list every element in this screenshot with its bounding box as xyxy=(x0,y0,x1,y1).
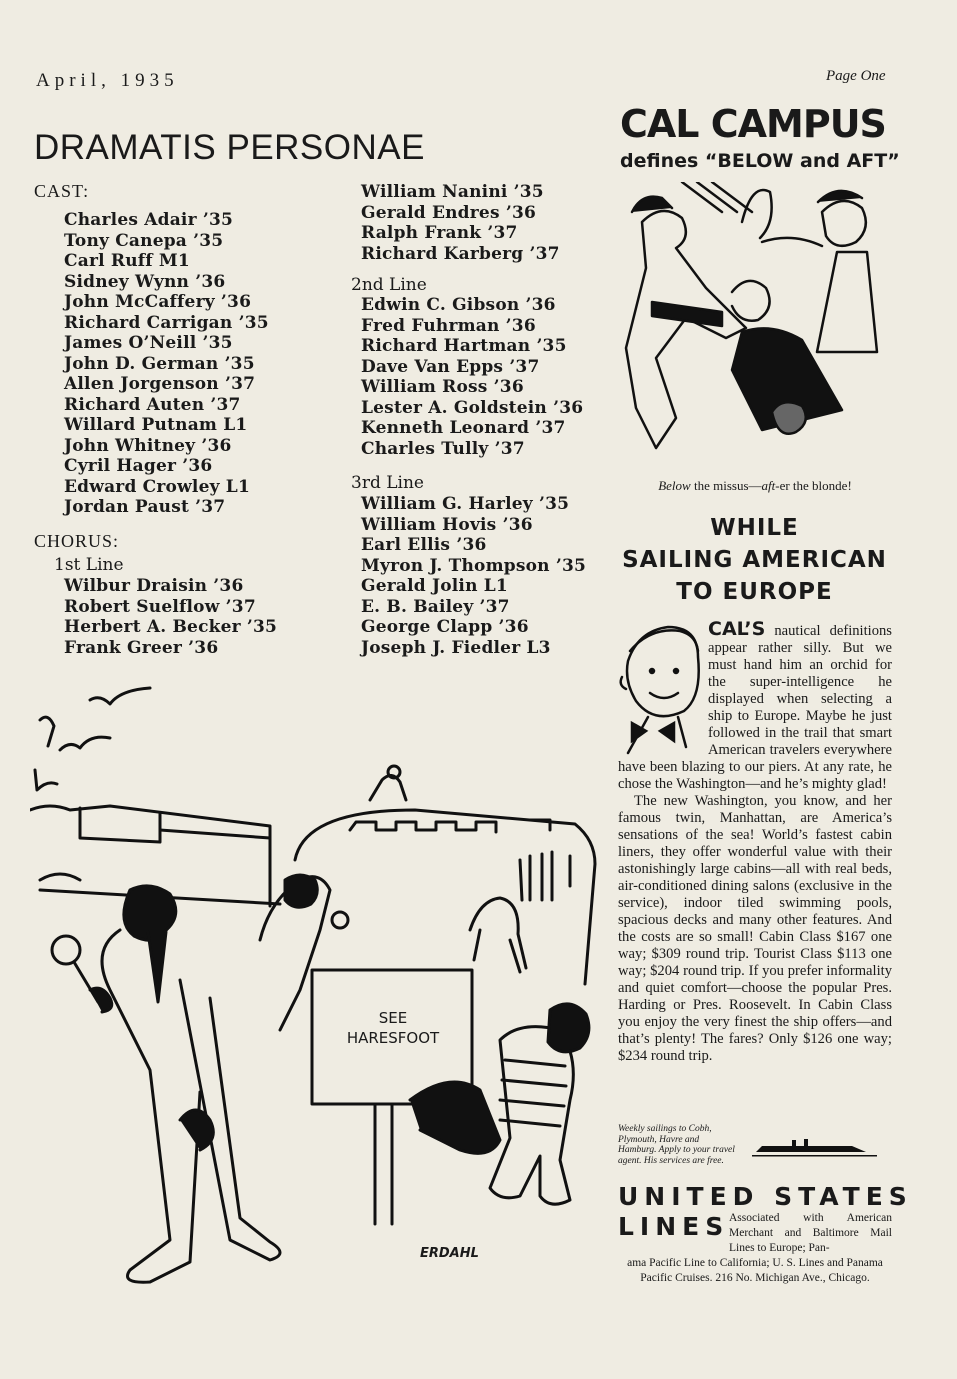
heading-line-3: TO EUROPE xyxy=(676,579,833,605)
ad-paragraph-1: nautical definitions appear rather silly. But we must hand him an orchid for the super-intelligence he displayed when selecting a ship to Europe. Maybe he just followed in the trail that smart American travelers everywhere have been blazing to our piers. At any rate, he chose the Washington—and he’s mighty glad! xyxy=(618,623,892,792)
person-name: Myron J. Thompson ’35 xyxy=(361,555,587,576)
haresfoot-cartoon-illustration xyxy=(30,680,600,1290)
cartoon-caption xyxy=(620,478,890,494)
person-name: Ralph Frank ’37 xyxy=(361,223,518,243)
sign-text xyxy=(318,1008,468,1048)
person-name: Gerald Endres ’36 xyxy=(361,202,537,223)
caption-end: -er the blonde! xyxy=(775,478,852,493)
person-name: Edwin C. Gibson ’36 xyxy=(361,295,556,315)
person-name: Jordan Paust ’37 xyxy=(64,497,226,517)
first-line-list-a xyxy=(64,576,277,658)
third-line-label: 3rd Line xyxy=(351,473,424,493)
caption-aft: aft xyxy=(761,478,776,493)
person-name: Fred Fuhrman ’36 xyxy=(361,315,536,336)
person-name: Earl Ellis ’36 xyxy=(361,535,487,555)
person-name: E. B. Bailey ’37 xyxy=(361,596,510,617)
cast-label: CAST: xyxy=(34,181,90,201)
page-number: Page One xyxy=(826,68,886,84)
first-line-label: 1st Line xyxy=(54,555,124,575)
person-name: William G. Harley ’35 xyxy=(361,494,570,514)
heading-line-2: SAILING AMERICAN xyxy=(622,547,887,573)
person-name: John McCaffery ’36 xyxy=(64,292,252,312)
person-name: Charles Adair ’35 xyxy=(64,210,234,230)
person-name: James O’Neill ’35 xyxy=(64,333,233,353)
ad-subhead: defines “BELOW and AFT” xyxy=(620,150,900,172)
person-name: John Whitney ’36 xyxy=(64,435,232,456)
person-name: Wilbur Draisin ’36 xyxy=(64,576,244,596)
person-name: William Nanini ’35 xyxy=(361,182,544,202)
person-name: Sidney Wynn ’36 xyxy=(64,271,226,292)
company-name-line-2: LINES xyxy=(618,1212,730,1241)
person-name: Richard Carrigan ’35 xyxy=(64,312,269,333)
person-name: Herbert A. Becker ’35 xyxy=(64,617,278,637)
sailings-note: Weekly sailings to Cobh, Plymouth, Havre and Hamburg. Apply to your travel agent. His services are free. xyxy=(618,1124,735,1166)
ad-section-heading xyxy=(612,512,897,608)
associated-lines-text: Associated with American Merchant and Baltimore Mail Lines to Europe; Pan- xyxy=(729,1212,892,1254)
cal-face-illustration xyxy=(618,621,706,756)
second-line-label: 2nd Line xyxy=(351,275,427,295)
sign-line-see: SEE xyxy=(378,1009,408,1027)
person-name: Gerald Jolin L1 xyxy=(361,576,508,596)
person-name: Robert Suelflow ’37 xyxy=(64,596,256,617)
person-name: Allen Jorgenson ’37 xyxy=(64,374,256,394)
person-name: William Hovis ’36 xyxy=(361,514,533,535)
associated-lines-text-continued: ama Pacific Line to California; U. S. Lines and Panama Pacific Cruises. 216 No. Michigan Ave., Chicago. xyxy=(627,1257,883,1284)
second-line-list xyxy=(361,295,583,459)
ship-deck-cartoon-illustration xyxy=(622,182,892,472)
page-title: DRAMATIS PERSONAE xyxy=(34,128,425,167)
cast-list xyxy=(64,210,269,518)
person-name: Richard Hartman ’35 xyxy=(361,336,567,356)
cals-label: CAL’S xyxy=(708,618,766,640)
ad-body-copy xyxy=(618,618,892,1065)
person-name: Richard Auten ’37 xyxy=(64,394,241,415)
ad-paragraph-2: The new Washington, you know, and her famous twin, Manhattan, are America’s sensations of the sea! World’s fastest cabin liners, they offer wonderful value with their astonishingly large cabins—all with real beds, air-conditioned dining salons (exclusive in the service), indoor tiled swimming pools, spacious decks and many other features. And the costs are so small! Cabin Class $167 one way; $309 round trip. Tourist Class $113 one way; $204 round trip. If you prefer informality and quiet comfort—choose the popular Pres. Harding or Pres. Roosevelt. In Cabin Class you enjoy the very finest the ship offers—and that’s plenty! The fares? Only $126 one way; $234 round trip. xyxy=(618,793,892,1064)
heading-line-1: WHILE xyxy=(710,515,799,541)
person-name: Tony Canepa ’35 xyxy=(64,230,224,251)
ad-headline: CAL CAMPUS xyxy=(620,102,886,146)
person-name: John D. German ’35 xyxy=(64,353,255,374)
person-name: Edward Crowley L1 xyxy=(64,476,250,497)
person-name: Kenneth Leonard ’37 xyxy=(361,418,566,438)
sign-line-haresfoot: HARESFOOT xyxy=(346,1029,440,1047)
caption-below: Below xyxy=(658,478,691,493)
person-name: Charles Tully ’37 xyxy=(361,438,525,459)
person-name: Joseph J. Fiedler L3 xyxy=(361,637,551,658)
person-name: William Ross ’36 xyxy=(361,377,524,397)
company-name-line-1: UNITED STATES xyxy=(618,1182,913,1211)
chorus-label: CHORUS: xyxy=(34,531,120,551)
person-name: Frank Greer ’36 xyxy=(64,637,219,658)
person-name: Dave Van Epps ’37 xyxy=(361,356,540,377)
person-name: George Clapp ’36 xyxy=(361,617,529,637)
third-line-list xyxy=(361,494,586,658)
first-line-list-b xyxy=(361,182,560,264)
artist-signature: ERDAHL xyxy=(420,1246,479,1261)
person-name: Lester A. Goldstein ’36 xyxy=(361,397,584,418)
issue-date: April, 1935 xyxy=(36,70,179,91)
person-name: Cyril Hager ’36 xyxy=(64,456,213,476)
person-name: Carl Ruff M1 xyxy=(64,251,190,271)
person-name: Richard Karberg ’37 xyxy=(361,243,560,264)
ocean-liner-icon xyxy=(752,1136,877,1160)
person-name: Willard Putnam L1 xyxy=(64,415,248,435)
caption-mid: the missus— xyxy=(690,478,762,493)
